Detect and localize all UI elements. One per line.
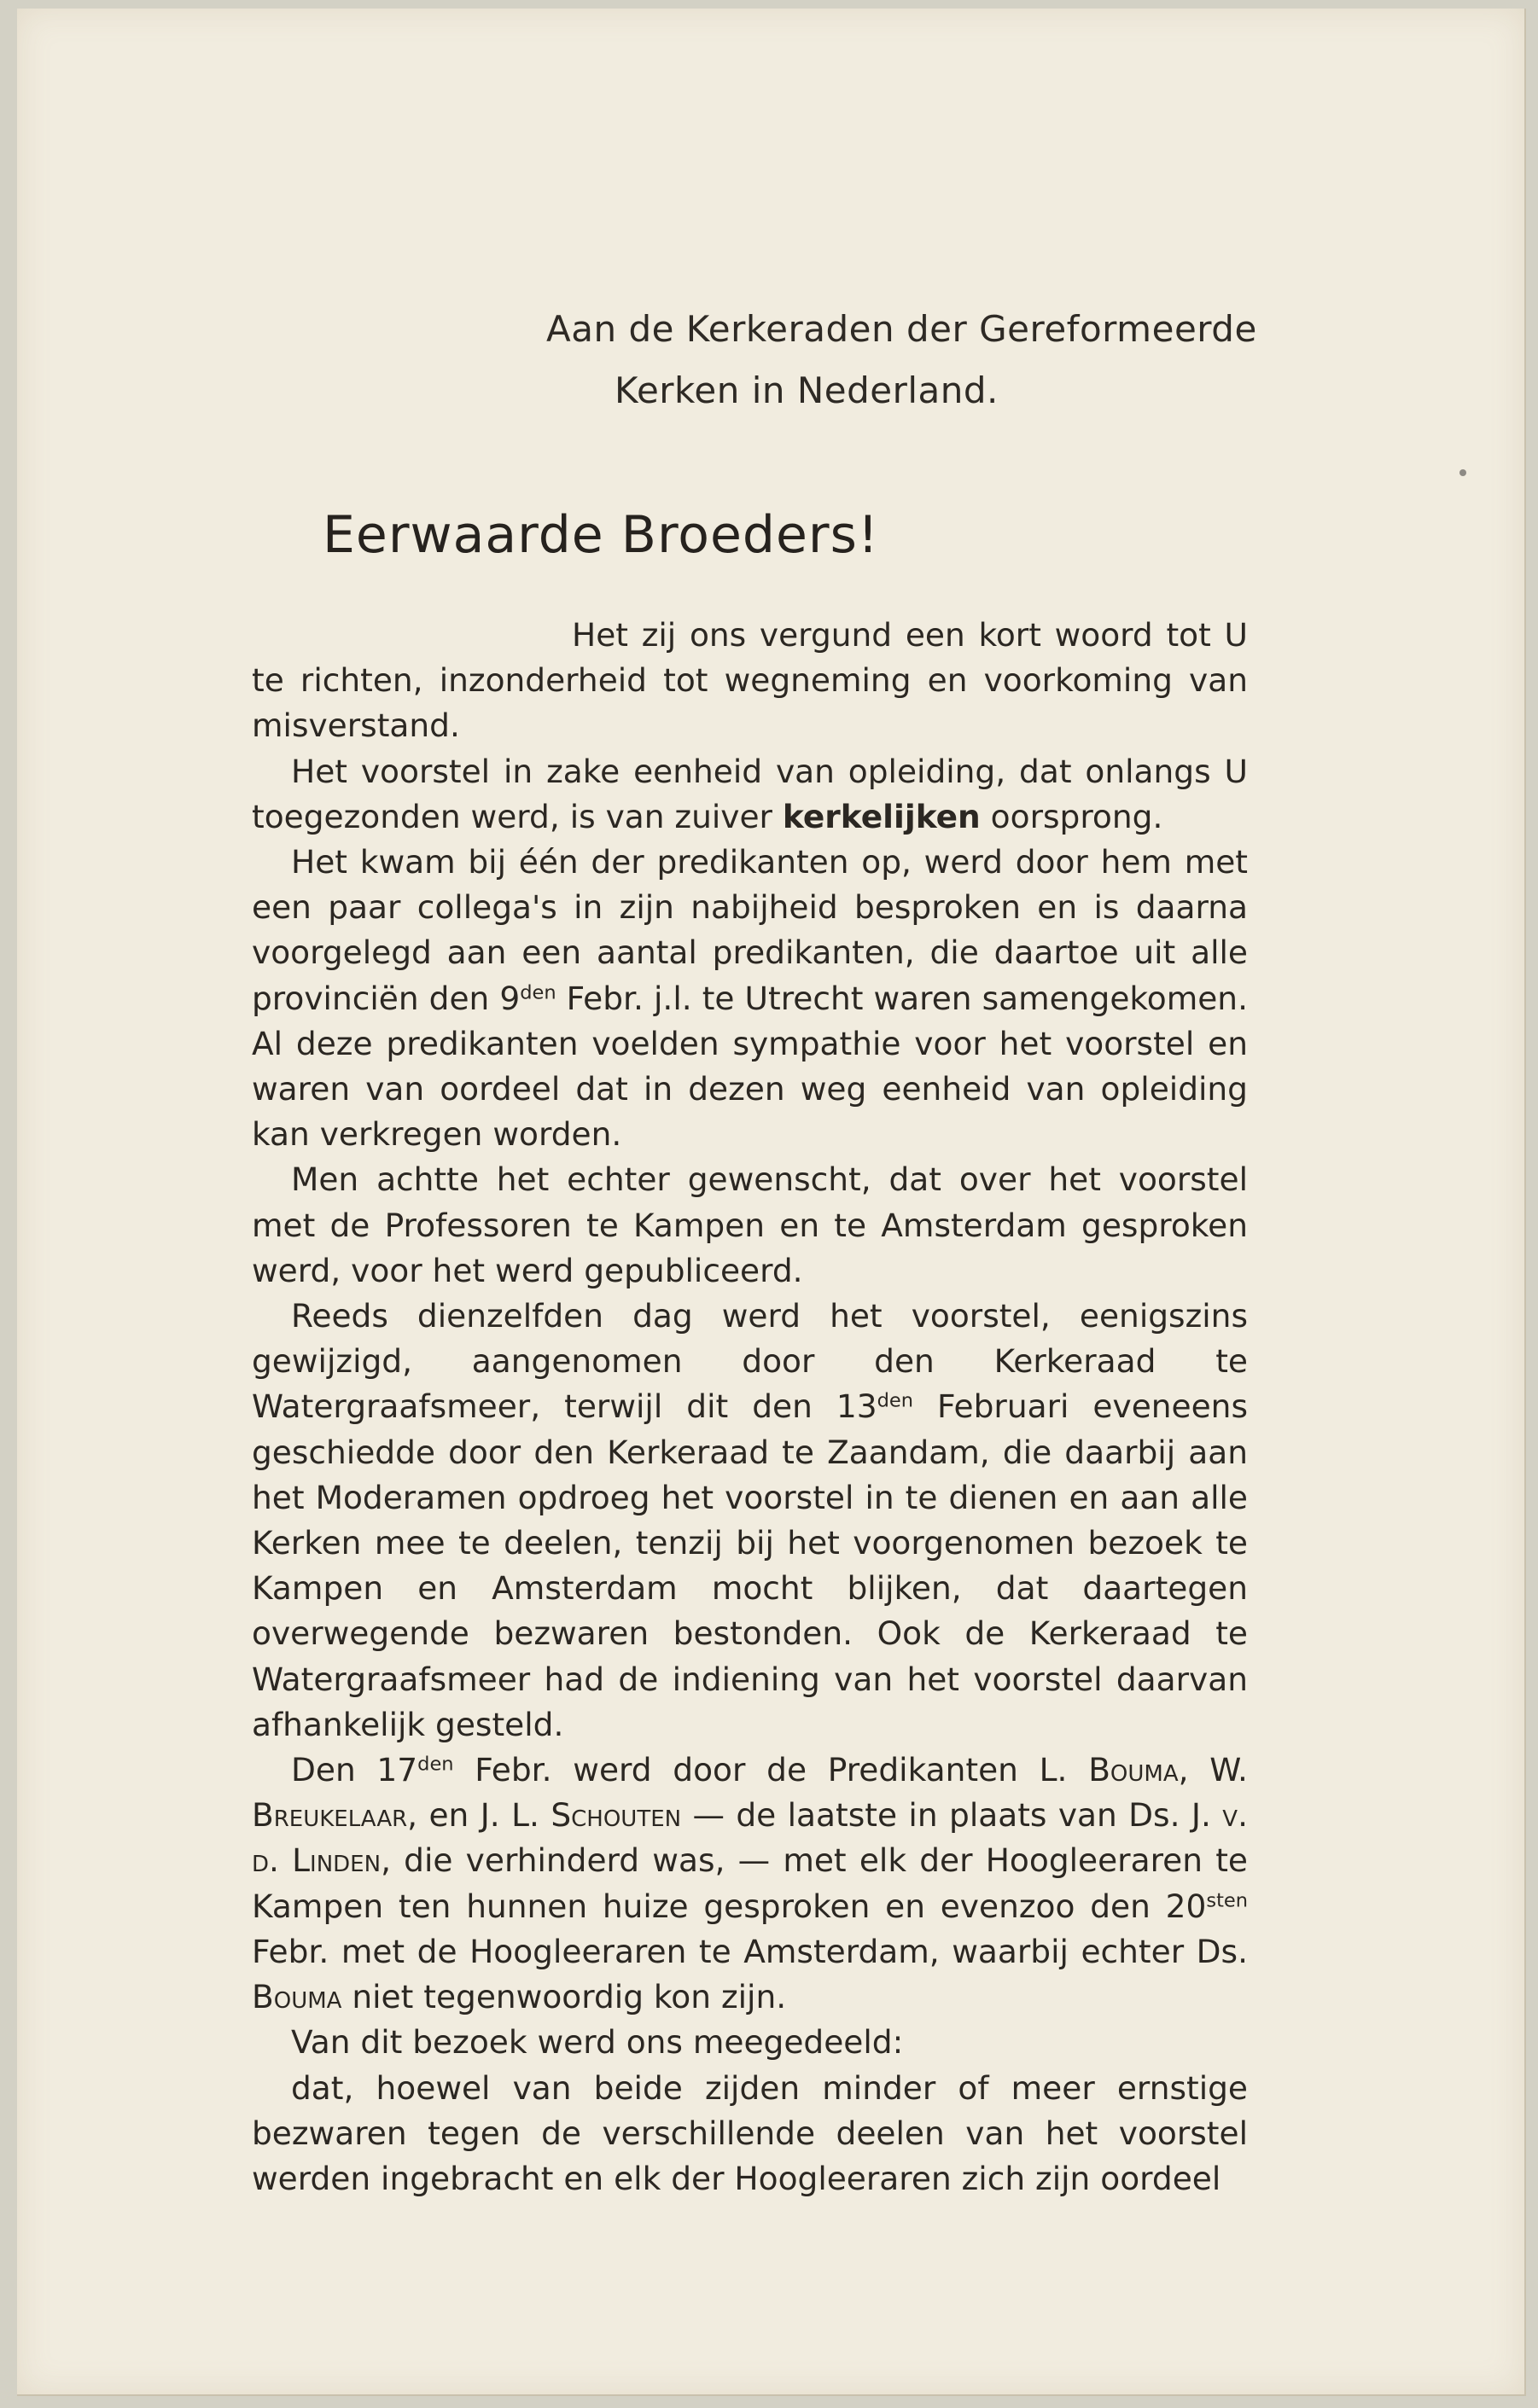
paragraph-6 xyxy=(252,1748,1248,2020)
paragraph-6-text: Febr. werd door de Predikanten L. xyxy=(453,1751,1089,1789)
paragraph-8-text: dat, hoewel van beide zijden minder of meer ernstige bezwaren tegen de verschillende deelen van het voorstel werden ingebracht en elk der Hoogleeraren zich zijn oordeel xyxy=(252,2068,1248,2197)
paragraph-6-text: Febr. met de Hoogleeraren te Amsterdam, waarbij echter Ds. xyxy=(252,1932,1248,1970)
paragraph-3 xyxy=(252,840,1248,1157)
name-smallcaps: Bouma xyxy=(252,1978,342,2016)
superscript: den xyxy=(417,1753,454,1776)
name-smallcaps: v. d. Linden xyxy=(252,1796,1248,1880)
letter-body xyxy=(252,613,1248,2202)
paragraph-5 xyxy=(252,1294,1248,1748)
paragraph-4 xyxy=(252,1157,1248,1294)
superscript: sten xyxy=(1206,1889,1248,1912)
paragraph-2-text: Het voorstel in zake eenheid van opleiding, dat onlangs U toegezonden werd, is van zuiver xyxy=(252,752,1248,835)
paper-speck xyxy=(1459,469,1466,476)
address-block xyxy=(546,299,1314,422)
paragraph-7-text: Van dit bezoek werd ons meegedeeld: xyxy=(291,2023,904,2062)
name-smallcaps: Schouten xyxy=(551,1796,682,1835)
paragraph-3-text: Het kwam bij één der predikanten op, werd door hem met een paar collega's in zijn nabijheid besproken en is daarna voorgelegd aan een aantal predikanten, die daartoe uit alle provinciën den 9 xyxy=(252,843,1248,1017)
emphasis-text: kerkelijken xyxy=(782,797,981,835)
paragraph-6-text: , die verhinderd was, — met elk der Hoogleeraren te Kampen ten hunnen huize gesproken en evenzoo den 20 xyxy=(252,1841,1248,1925)
paragraph-6-text: , en J. L. xyxy=(407,1796,551,1835)
greeting-heading: Eerwaarde Broeders! xyxy=(323,505,879,565)
paragraph-6-text: — de laatste in plaats van Ds. J. xyxy=(681,1796,1223,1835)
paragraph-6-text: , W. xyxy=(1178,1751,1248,1789)
address-line-2: Kerken in Nederland. xyxy=(615,369,999,411)
superscript: den xyxy=(877,1390,913,1413)
paragraph-5-text: Reeds dienzelfden dag werd het voorstel, eenigszins gewijzigd, aangenomen door den Kerkeraad te Watergraafsmeer, terwijl dit den 13 xyxy=(252,1297,1248,1426)
paragraph-6-text-end: niet tegenwoordig kon zijn. xyxy=(341,1978,787,2016)
paragraph-1-text: Het zij ons vergund een kort woord tot U te richten, inzonderheid tot wegneming en voorkoming van misverstand. xyxy=(252,616,1248,745)
superscript: den xyxy=(520,981,556,1004)
paragraph-4-text: Men achtte het echter gewenscht, dat over het voorstel met de Professoren te Kampen en te Amsterdam gesproken werd, voor het werd gepubliceerd. xyxy=(252,1160,1248,1289)
paragraph-1 xyxy=(252,613,1248,749)
paragraph-2 xyxy=(252,749,1248,840)
paragraph-5-text-end: Februari eveneens geschiedde door den Kerkeraad te Zaandam, die daarbij aan het Moderamen opdroeg het voorstel in te dienen en aan alle Kerken mee te deelen, tenzij bij het voorgenomen bezoek te Kampen en Amsterdam mocht blijken, dat daartegen overwegende bezwaren bestonden. Ook de Kerkeraad te Watergraafsmeer had de indiening van het voorstel daarvan afhankelijk gesteld. xyxy=(252,1387,1248,1743)
address-line-1: Aan de Kerkeraden der Gereformeerde xyxy=(546,308,1257,350)
name-smallcaps: Bouma xyxy=(1088,1751,1179,1789)
paragraph-3-text-end: Febr. j.l. te Utrecht waren samengekomen. Al deze predikanten voelden sympathie voor het voorstel en waren van oordeel dat in dezen weg eenheid van opleiding kan verkregen worden. xyxy=(252,979,1248,1154)
paragraph-8 xyxy=(252,2066,1248,2202)
paragraph-7 xyxy=(252,2020,1248,2065)
paragraph-2-text-end: oorsprong. xyxy=(980,797,1163,835)
paragraph-6-text: Den 17 xyxy=(291,1751,418,1789)
name-smallcaps: Breukelaar xyxy=(252,1796,408,1835)
